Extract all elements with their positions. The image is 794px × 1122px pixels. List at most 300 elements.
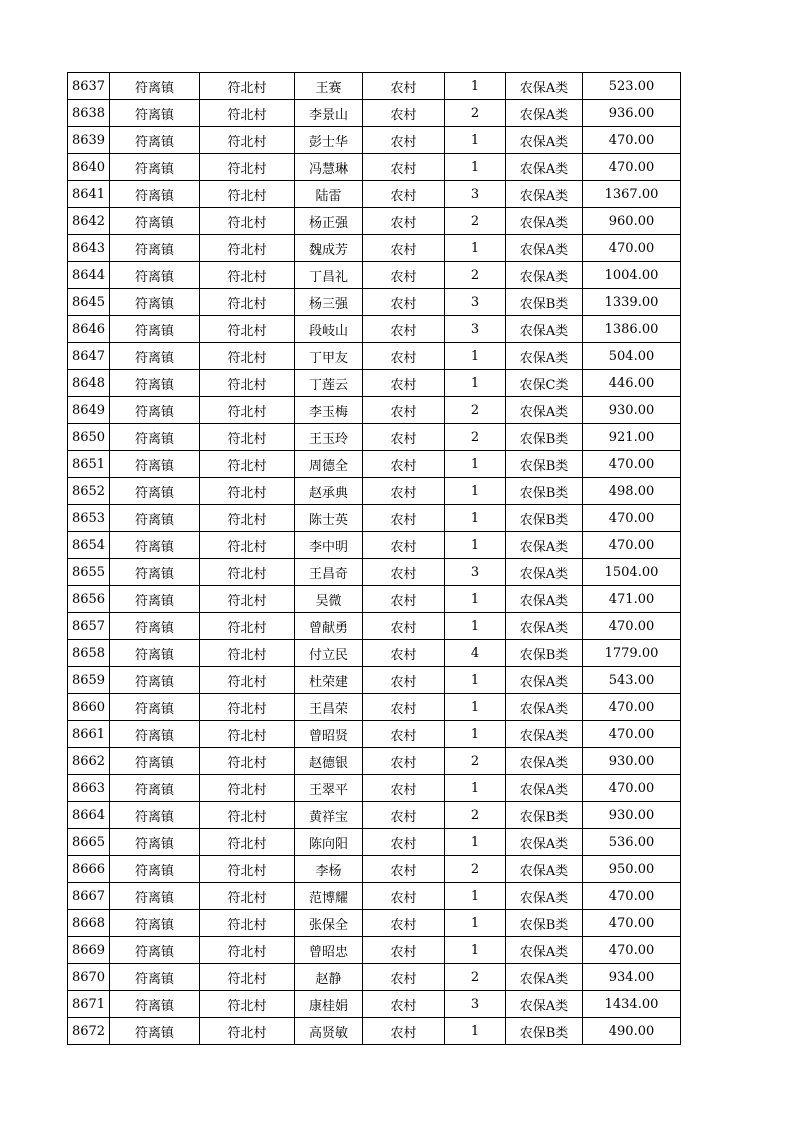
cell-amount: 470.00 [583, 694, 681, 721]
cell-id: 8641 [68, 181, 110, 208]
table-row [68, 154, 681, 181]
cell-village: 符北村 [200, 775, 295, 802]
cell-name: 彭士华 [295, 127, 363, 154]
cell-town: 符离镇 [110, 154, 200, 181]
cell-village: 符北村 [200, 154, 295, 181]
cell-id: 8672 [68, 1018, 110, 1045]
cell-type: 农村 [363, 505, 445, 532]
table-row [68, 424, 681, 451]
cell-count: 1 [445, 127, 506, 154]
cell-id: 8658 [68, 640, 110, 667]
cell-village: 符北村 [200, 910, 295, 937]
cell-id: 8651 [68, 451, 110, 478]
cell-category: 农保B类 [506, 802, 583, 829]
table-body [68, 73, 681, 1045]
cell-amount: 1004.00 [583, 262, 681, 289]
cell-amount: 470.00 [583, 883, 681, 910]
cell-type: 农村 [363, 397, 445, 424]
cell-category: 农保A类 [506, 559, 583, 586]
cell-type: 农村 [363, 559, 445, 586]
cell-amount: 1434.00 [583, 991, 681, 1018]
cell-name: 李玉梅 [295, 397, 363, 424]
cell-town: 符离镇 [110, 181, 200, 208]
cell-amount: 523.00 [583, 73, 681, 100]
cell-id: 8650 [68, 424, 110, 451]
cell-type: 农村 [363, 964, 445, 991]
cell-id: 8638 [68, 100, 110, 127]
table-row [68, 397, 681, 424]
cell-count: 2 [445, 397, 506, 424]
cell-village: 符北村 [200, 748, 295, 775]
cell-count: 1 [445, 883, 506, 910]
cell-town: 符离镇 [110, 208, 200, 235]
cell-type: 农村 [363, 802, 445, 829]
cell-type: 农村 [363, 883, 445, 910]
cell-name: 王赛 [295, 73, 363, 100]
cell-name: 丁昌礼 [295, 262, 363, 289]
table-row [68, 505, 681, 532]
cell-type: 农村 [363, 100, 445, 127]
cell-village: 符北村 [200, 289, 295, 316]
cell-village: 符北村 [200, 424, 295, 451]
cell-name: 冯慧琳 [295, 154, 363, 181]
cell-count: 1 [445, 667, 506, 694]
cell-category: 农保A类 [506, 73, 583, 100]
cell-town: 符离镇 [110, 532, 200, 559]
table-row [68, 667, 681, 694]
cell-town: 符离镇 [110, 721, 200, 748]
cell-count: 2 [445, 964, 506, 991]
cell-type: 农村 [363, 424, 445, 451]
table-row [68, 991, 681, 1018]
cell-id: 8642 [68, 208, 110, 235]
cell-type: 农村 [363, 73, 445, 100]
cell-village: 符北村 [200, 181, 295, 208]
cell-category: 农保B类 [506, 640, 583, 667]
cell-id: 8649 [68, 397, 110, 424]
cell-name: 李杨 [295, 856, 363, 883]
cell-amount: 950.00 [583, 856, 681, 883]
cell-id: 8669 [68, 937, 110, 964]
cell-town: 符离镇 [110, 370, 200, 397]
cell-village: 符北村 [200, 532, 295, 559]
cell-amount: 490.00 [583, 1018, 681, 1045]
table-row [68, 613, 681, 640]
cell-category: 农保A类 [506, 667, 583, 694]
table-row [68, 640, 681, 667]
cell-id: 8666 [68, 856, 110, 883]
table-row [68, 721, 681, 748]
cell-category: 农保A类 [506, 748, 583, 775]
cell-name: 康桂娟 [295, 991, 363, 1018]
cell-category: 农保A类 [506, 181, 583, 208]
table-row [68, 748, 681, 775]
cell-type: 农村 [363, 262, 445, 289]
cell-count: 1 [445, 154, 506, 181]
cell-name: 周德全 [295, 451, 363, 478]
cell-count: 1 [445, 1018, 506, 1045]
cell-count: 1 [445, 721, 506, 748]
cell-count: 2 [445, 856, 506, 883]
table-row [68, 883, 681, 910]
table-row [68, 559, 681, 586]
cell-id: 8659 [68, 667, 110, 694]
cell-amount: 1367.00 [583, 181, 681, 208]
table-row [68, 937, 681, 964]
cell-type: 农村 [363, 748, 445, 775]
cell-town: 符离镇 [110, 883, 200, 910]
cell-type: 农村 [363, 316, 445, 343]
cell-count: 3 [445, 559, 506, 586]
cell-village: 符北村 [200, 586, 295, 613]
cell-village: 符北村 [200, 316, 295, 343]
cell-amount: 470.00 [583, 532, 681, 559]
cell-type: 农村 [363, 640, 445, 667]
cell-amount: 471.00 [583, 586, 681, 613]
table-row [68, 181, 681, 208]
cell-count: 2 [445, 208, 506, 235]
cell-count: 1 [445, 451, 506, 478]
cell-name: 陆雷 [295, 181, 363, 208]
cell-village: 符北村 [200, 559, 295, 586]
cell-town: 符离镇 [110, 910, 200, 937]
cell-name: 王昌奇 [295, 559, 363, 586]
cell-count: 3 [445, 289, 506, 316]
cell-town: 符离镇 [110, 964, 200, 991]
cell-count: 2 [445, 802, 506, 829]
cell-town: 符离镇 [110, 1018, 200, 1045]
table-row [68, 370, 681, 397]
table-row [68, 208, 681, 235]
cell-town: 符离镇 [110, 829, 200, 856]
table-row [68, 694, 681, 721]
cell-category: 农保A类 [506, 775, 583, 802]
cell-id: 8653 [68, 505, 110, 532]
cell-type: 农村 [363, 613, 445, 640]
cell-name: 曾昭忠 [295, 937, 363, 964]
cell-type: 农村 [363, 829, 445, 856]
cell-count: 1 [445, 694, 506, 721]
cell-amount: 498.00 [583, 478, 681, 505]
cell-name: 陈士英 [295, 505, 363, 532]
cell-type: 农村 [363, 586, 445, 613]
cell-name: 吴微 [295, 586, 363, 613]
cell-category: 农保A类 [506, 694, 583, 721]
cell-town: 符离镇 [110, 451, 200, 478]
cell-category: 农保A类 [506, 991, 583, 1018]
cell-amount: 1339.00 [583, 289, 681, 316]
cell-amount: 536.00 [583, 829, 681, 856]
cell-town: 符离镇 [110, 316, 200, 343]
cell-category: 农保A类 [506, 316, 583, 343]
cell-name: 王玉玲 [295, 424, 363, 451]
cell-village: 符北村 [200, 235, 295, 262]
cell-village: 符北村 [200, 451, 295, 478]
cell-id: 8664 [68, 802, 110, 829]
cell-amount: 470.00 [583, 721, 681, 748]
table-row [68, 127, 681, 154]
cell-village: 符北村 [200, 667, 295, 694]
table-row [68, 100, 681, 127]
cell-type: 农村 [363, 478, 445, 505]
cell-name: 杨三强 [295, 289, 363, 316]
cell-count: 4 [445, 640, 506, 667]
cell-amount: 470.00 [583, 505, 681, 532]
cell-town: 符离镇 [110, 127, 200, 154]
cell-name: 黄祥宝 [295, 802, 363, 829]
cell-type: 农村 [363, 451, 445, 478]
cell-id: 8665 [68, 829, 110, 856]
cell-name: 李景山 [295, 100, 363, 127]
cell-id: 8652 [68, 478, 110, 505]
cell-type: 农村 [363, 667, 445, 694]
cell-count: 1 [445, 910, 506, 937]
cell-name: 丁莲云 [295, 370, 363, 397]
cell-category: 农保B类 [506, 910, 583, 937]
cell-id: 8643 [68, 235, 110, 262]
cell-type: 农村 [363, 154, 445, 181]
cell-town: 符离镇 [110, 424, 200, 451]
cell-type: 农村 [363, 289, 445, 316]
cell-category: 农保B类 [506, 424, 583, 451]
cell-type: 农村 [363, 775, 445, 802]
cell-id: 8663 [68, 775, 110, 802]
cell-category: 农保A类 [506, 721, 583, 748]
cell-category: 农保A类 [506, 100, 583, 127]
cell-count: 1 [445, 478, 506, 505]
cell-id: 8654 [68, 532, 110, 559]
cell-amount: 930.00 [583, 748, 681, 775]
cell-name: 王翠平 [295, 775, 363, 802]
cell-category: 农保A类 [506, 532, 583, 559]
cell-type: 农村 [363, 694, 445, 721]
cell-name: 魏成芳 [295, 235, 363, 262]
cell-name: 赵承典 [295, 478, 363, 505]
cell-type: 农村 [363, 937, 445, 964]
cell-category: 农保A类 [506, 586, 583, 613]
cell-id: 8637 [68, 73, 110, 100]
cell-village: 符北村 [200, 262, 295, 289]
cell-id: 8648 [68, 370, 110, 397]
cell-town: 符离镇 [110, 586, 200, 613]
cell-category: 农保A类 [506, 343, 583, 370]
cell-town: 符离镇 [110, 937, 200, 964]
cell-name: 张保全 [295, 910, 363, 937]
cell-amount: 936.00 [583, 100, 681, 127]
cell-category: 农保A类 [506, 235, 583, 262]
data-table [67, 72, 681, 1045]
cell-village: 符北村 [200, 802, 295, 829]
cell-village: 符北村 [200, 829, 295, 856]
table-row [68, 235, 681, 262]
cell-type: 农村 [363, 721, 445, 748]
table-row [68, 316, 681, 343]
cell-amount: 921.00 [583, 424, 681, 451]
cell-category: 农保A类 [506, 964, 583, 991]
cell-town: 符离镇 [110, 991, 200, 1018]
cell-amount: 470.00 [583, 937, 681, 964]
cell-amount: 1386.00 [583, 316, 681, 343]
cell-count: 1 [445, 829, 506, 856]
cell-count: 1 [445, 343, 506, 370]
cell-type: 农村 [363, 991, 445, 1018]
cell-category: 农保A类 [506, 829, 583, 856]
cell-category: 农保B类 [506, 1018, 583, 1045]
cell-count: 1 [445, 505, 506, 532]
cell-amount: 470.00 [583, 613, 681, 640]
cell-category: 农保B类 [506, 289, 583, 316]
cell-name: 段岐山 [295, 316, 363, 343]
cell-village: 符北村 [200, 640, 295, 667]
cell-town: 符离镇 [110, 802, 200, 829]
cell-count: 1 [445, 73, 506, 100]
cell-id: 8644 [68, 262, 110, 289]
cell-town: 符离镇 [110, 100, 200, 127]
cell-type: 农村 [363, 343, 445, 370]
cell-count: 1 [445, 937, 506, 964]
cell-amount: 930.00 [583, 802, 681, 829]
cell-name: 高贤敏 [295, 1018, 363, 1045]
cell-name: 杜荣建 [295, 667, 363, 694]
cell-category: 农保C类 [506, 370, 583, 397]
cell-type: 农村 [363, 370, 445, 397]
cell-town: 符离镇 [110, 343, 200, 370]
cell-category: 农保A类 [506, 154, 583, 181]
cell-town: 符离镇 [110, 640, 200, 667]
cell-name: 赵静 [295, 964, 363, 991]
cell-count: 2 [445, 424, 506, 451]
cell-town: 符离镇 [110, 856, 200, 883]
cell-name: 曾昭贤 [295, 721, 363, 748]
table-row [68, 856, 681, 883]
cell-amount: 1779.00 [583, 640, 681, 667]
cell-amount: 470.00 [583, 154, 681, 181]
cell-category: 农保A类 [506, 937, 583, 964]
cell-village: 符北村 [200, 937, 295, 964]
cell-count: 1 [445, 370, 506, 397]
cell-amount: 470.00 [583, 775, 681, 802]
cell-id: 8670 [68, 964, 110, 991]
cell-name: 陈向阳 [295, 829, 363, 856]
cell-village: 符北村 [200, 370, 295, 397]
cell-village: 符北村 [200, 721, 295, 748]
cell-amount: 470.00 [583, 910, 681, 937]
cell-count: 3 [445, 991, 506, 1018]
cell-id: 8646 [68, 316, 110, 343]
cell-name: 李中明 [295, 532, 363, 559]
cell-category: 农保A类 [506, 262, 583, 289]
cell-name: 王昌荣 [295, 694, 363, 721]
cell-name: 付立民 [295, 640, 363, 667]
cell-id: 8657 [68, 613, 110, 640]
cell-amount: 930.00 [583, 397, 681, 424]
cell-amount: 470.00 [583, 451, 681, 478]
cell-category: 农保A类 [506, 127, 583, 154]
cell-category: 农保A类 [506, 856, 583, 883]
cell-town: 符离镇 [110, 478, 200, 505]
table-row [68, 586, 681, 613]
cell-id: 8640 [68, 154, 110, 181]
cell-category: 农保B类 [506, 451, 583, 478]
cell-id: 8671 [68, 991, 110, 1018]
cell-count: 3 [445, 316, 506, 343]
cell-town: 符离镇 [110, 505, 200, 532]
cell-id: 8645 [68, 289, 110, 316]
cell-village: 符北村 [200, 343, 295, 370]
cell-amount: 446.00 [583, 370, 681, 397]
cell-count: 1 [445, 613, 506, 640]
cell-type: 农村 [363, 181, 445, 208]
cell-count: 3 [445, 181, 506, 208]
cell-village: 符北村 [200, 505, 295, 532]
cell-name: 范博耀 [295, 883, 363, 910]
cell-count: 2 [445, 100, 506, 127]
cell-town: 符离镇 [110, 73, 200, 100]
cell-village: 符北村 [200, 208, 295, 235]
cell-id: 8661 [68, 721, 110, 748]
cell-town: 符离镇 [110, 262, 200, 289]
cell-count: 2 [445, 262, 506, 289]
cell-town: 符离镇 [110, 397, 200, 424]
cell-amount: 960.00 [583, 208, 681, 235]
cell-count: 1 [445, 235, 506, 262]
table-row [68, 262, 681, 289]
table-row [68, 478, 681, 505]
cell-town: 符离镇 [110, 613, 200, 640]
table-row [68, 829, 681, 856]
cell-village: 符北村 [200, 127, 295, 154]
cell-category: 农保B类 [506, 478, 583, 505]
cell-id: 8668 [68, 910, 110, 937]
cell-name: 丁甲友 [295, 343, 363, 370]
table-row [68, 532, 681, 559]
cell-count: 1 [445, 775, 506, 802]
cell-category: 农保A类 [506, 208, 583, 235]
cell-type: 农村 [363, 235, 445, 262]
cell-village: 符北村 [200, 100, 295, 127]
cell-amount: 934.00 [583, 964, 681, 991]
cell-village: 符北村 [200, 694, 295, 721]
cell-type: 农村 [363, 208, 445, 235]
cell-amount: 504.00 [583, 343, 681, 370]
cell-amount: 470.00 [583, 235, 681, 262]
table-row [68, 964, 681, 991]
cell-amount: 470.00 [583, 127, 681, 154]
cell-name: 杨正强 [295, 208, 363, 235]
table-row [68, 451, 681, 478]
table-row [68, 1018, 681, 1045]
cell-id: 8660 [68, 694, 110, 721]
cell-town: 符离镇 [110, 559, 200, 586]
cell-count: 1 [445, 586, 506, 613]
table-row [68, 910, 681, 937]
table-row [68, 289, 681, 316]
cell-town: 符离镇 [110, 775, 200, 802]
cell-id: 8655 [68, 559, 110, 586]
cell-category: 农保A类 [506, 613, 583, 640]
cell-town: 符离镇 [110, 667, 200, 694]
cell-village: 符北村 [200, 613, 295, 640]
cell-id: 8656 [68, 586, 110, 613]
cell-category: 农保A类 [506, 397, 583, 424]
cell-amount: 543.00 [583, 667, 681, 694]
cell-category: 农保B类 [506, 505, 583, 532]
cell-name: 赵德银 [295, 748, 363, 775]
cell-count: 1 [445, 532, 506, 559]
cell-type: 农村 [363, 856, 445, 883]
cell-id: 8639 [68, 127, 110, 154]
cell-id: 8647 [68, 343, 110, 370]
